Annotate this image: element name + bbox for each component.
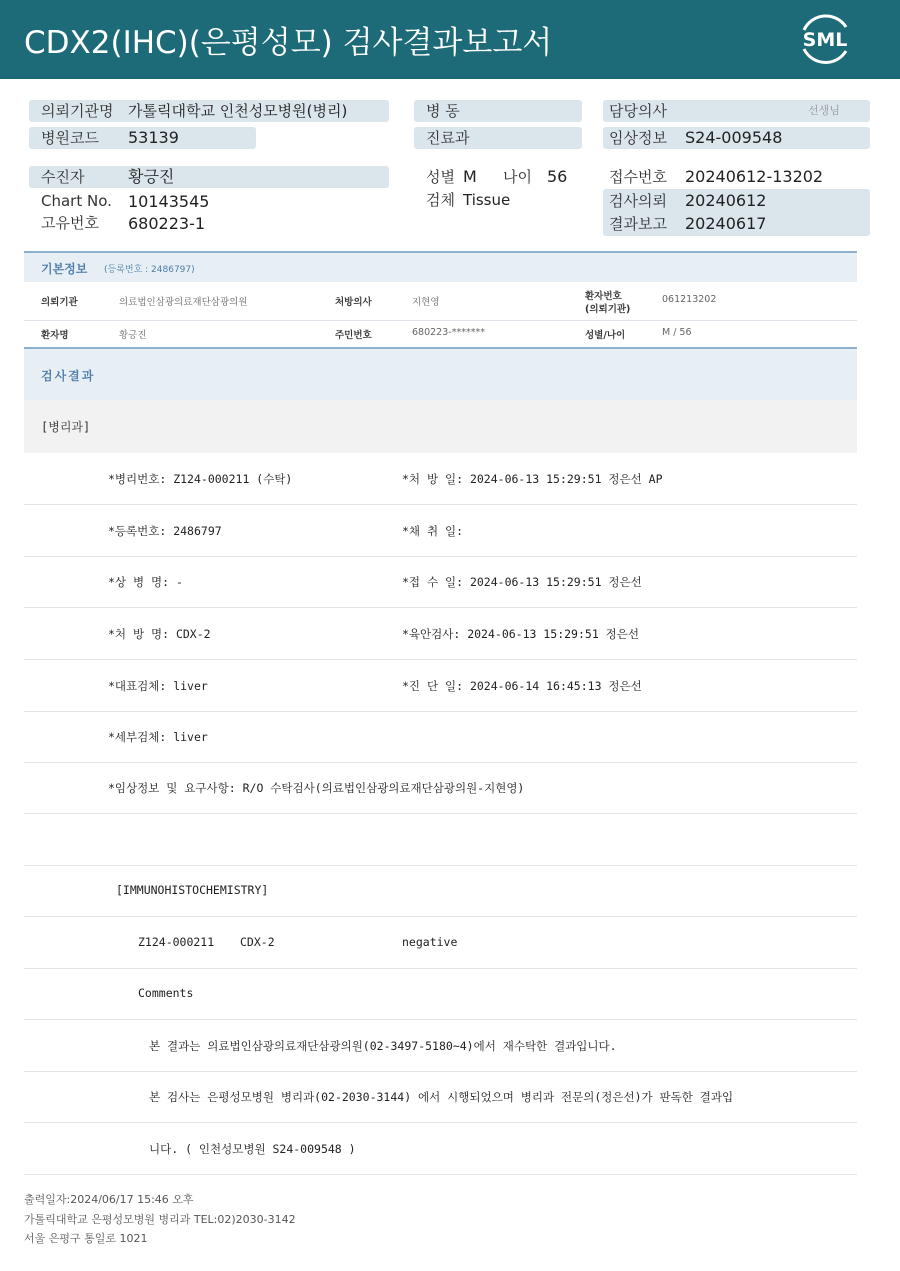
resident-number-label: 주민번호 — [335, 330, 372, 341]
resident-number-value: 680223-******* — [412, 327, 485, 338]
result-left: *상 병 명: - — [108, 575, 183, 589]
patient-name-label: 환자명 — [41, 330, 69, 341]
unique-label: 고유번호 — [41, 214, 99, 232]
comment-row — [24, 1020, 857, 1072]
age-label: 나이 — [503, 168, 532, 186]
report-title: CDX2(IHC)(은평성모) 검사결과보고서 — [24, 25, 553, 61]
basic-info-title: 기본정보 — [41, 262, 88, 276]
comments-label: Comments — [138, 986, 194, 1000]
patient-number-value: 061213202 — [662, 294, 717, 305]
print-date: 출력일자:2024/06/17 15:46 오후 — [24, 1193, 194, 1206]
result-row — [24, 505, 857, 557]
ward-label: 병 동 — [426, 102, 460, 120]
ihc-header-row — [24, 865, 857, 917]
report-label: 결과보고 — [609, 215, 667, 233]
department-row — [24, 400, 857, 453]
result-left: *등록번호: 2486797 — [108, 524, 222, 538]
prescriber-label: 처방의사 — [335, 297, 372, 308]
prescriber-value: 지현영 — [412, 297, 440, 308]
result-row — [24, 711, 857, 763]
sex-value: M — [463, 167, 477, 186]
sex-label: 성별 — [426, 168, 455, 186]
basic-info-row-1 — [24, 282, 857, 321]
result-right: *채 취 일: — [402, 524, 464, 538]
result-left: *세부검체: liver — [108, 730, 208, 744]
sml-logo — [796, 13, 854, 65]
results-header — [24, 347, 857, 400]
patient-number-sublabel: (의뢰기관) — [585, 304, 631, 315]
request-label: 검사의뢰 — [609, 192, 667, 210]
results-title: 검사결과 — [41, 369, 96, 383]
clinical-label: 임상정보 — [609, 129, 667, 147]
sex-age-value: M / 56 — [662, 327, 692, 338]
age-value: 56 — [547, 167, 568, 186]
basic-info-row-2 — [24, 321, 857, 347]
sex-age-label: 성별/나이 — [585, 330, 626, 341]
comments-row — [24, 968, 857, 1020]
patient-label: 수진자 — [41, 168, 85, 186]
specimen-label: 검체 — [426, 191, 455, 209]
result-row — [24, 608, 857, 660]
ihc-result: negative — [402, 935, 458, 949]
hospital-code-label: 병원코드 — [41, 129, 99, 147]
ihc-marker: CDX-2 — [240, 935, 275, 949]
receipt-value: 20240612-13202 — [685, 167, 824, 186]
comment-row — [24, 1123, 857, 1175]
patient-value: 황긍진 — [128, 167, 175, 186]
report-header — [0, 0, 900, 79]
patient-name-value: 황긍진 — [119, 330, 147, 341]
specimen-value: Tissue — [463, 191, 511, 209]
result-right: *육안검사: 2024-06-13 15:29:51 정은선 — [402, 627, 640, 641]
clinical-value: S24-009548 — [685, 128, 783, 147]
doctor-label: 담당의사 — [609, 102, 667, 120]
comment-text: 본 검사는 은평성모병원 병리과(02-2030-3144) 에서 시행되었으며 병리과 전문의(정은선)가 판독한 결과입 — [149, 1090, 734, 1104]
patient-number-label: 환자번호 — [585, 291, 622, 302]
lab-contact: 가톨릭대학교 은평성모병원 병리과 TEL:02)2030-3142 — [24, 1213, 296, 1226]
result-right: *접 수 일: 2024-06-13 15:29:51 정은선 — [402, 575, 642, 589]
basic-info-header — [24, 251, 857, 282]
department-name: [병리과] — [41, 420, 91, 434]
chart-label: Chart No. — [41, 192, 112, 210]
requester-value: 의료법인삼광의료재단삼광의원 — [119, 297, 248, 308]
requester-label: 의뢰기관 — [41, 297, 78, 308]
result-right: *처 방 일: 2024-06-13 15:29:51 정은선 AP — [402, 472, 663, 486]
comment-row — [24, 1071, 857, 1123]
comment-text: 본 결과는 의료법인삼광의료재단삼광의원(02-3497-5180~4)에서 재수탁한 결과입니다. — [149, 1039, 617, 1053]
blank-row — [24, 814, 857, 866]
registration-number: (등록번호 : 2486797) — [104, 265, 195, 275]
result-row — [24, 660, 857, 712]
ihc-id: Z124-000211 — [138, 935, 215, 949]
institution-value: 가톨릭대학교 인천성모병원(병리) — [128, 102, 348, 120]
chart-value: 10143545 — [128, 192, 210, 211]
result-left: *임상정보 및 요구사항: R/O 수탁검사(의료법인삼광의료재단삼광의원-지현영) — [108, 781, 525, 795]
unique-value: 680223-1 — [128, 214, 206, 233]
institution-label: 의뢰기관명 — [41, 102, 114, 120]
result-left: *대표검체: liver — [108, 679, 208, 693]
department-label: 진료과 — [426, 129, 470, 147]
doctor-suffix: 선생님 — [808, 104, 840, 117]
receipt-label: 접수번호 — [609, 168, 667, 186]
result-right: *진 단 일: 2024-06-14 16:45:13 정은선 — [402, 679, 642, 693]
hospital-code-value: 53139 — [128, 128, 179, 147]
comment-text: 니다. ( 인천성모병원 S24-009548 ) — [149, 1142, 356, 1156]
ihc-header: [IMMUNOHISTOCHEMISTRY] — [116, 883, 269, 897]
ihc-result-row — [24, 917, 857, 969]
result-row — [24, 556, 857, 608]
logo-text: SML — [802, 29, 848, 51]
request-value: 20240612 — [685, 191, 767, 210]
result-left: *처 방 명: CDX-2 — [108, 627, 211, 641]
result-row — [24, 762, 857, 814]
report-value: 20240617 — [685, 214, 767, 233]
lab-address: 서울 은평구 통일로 1021 — [24, 1232, 148, 1245]
result-row — [24, 453, 857, 505]
result-left: *병리번호: Z124-000211 (수탁) — [108, 472, 293, 486]
